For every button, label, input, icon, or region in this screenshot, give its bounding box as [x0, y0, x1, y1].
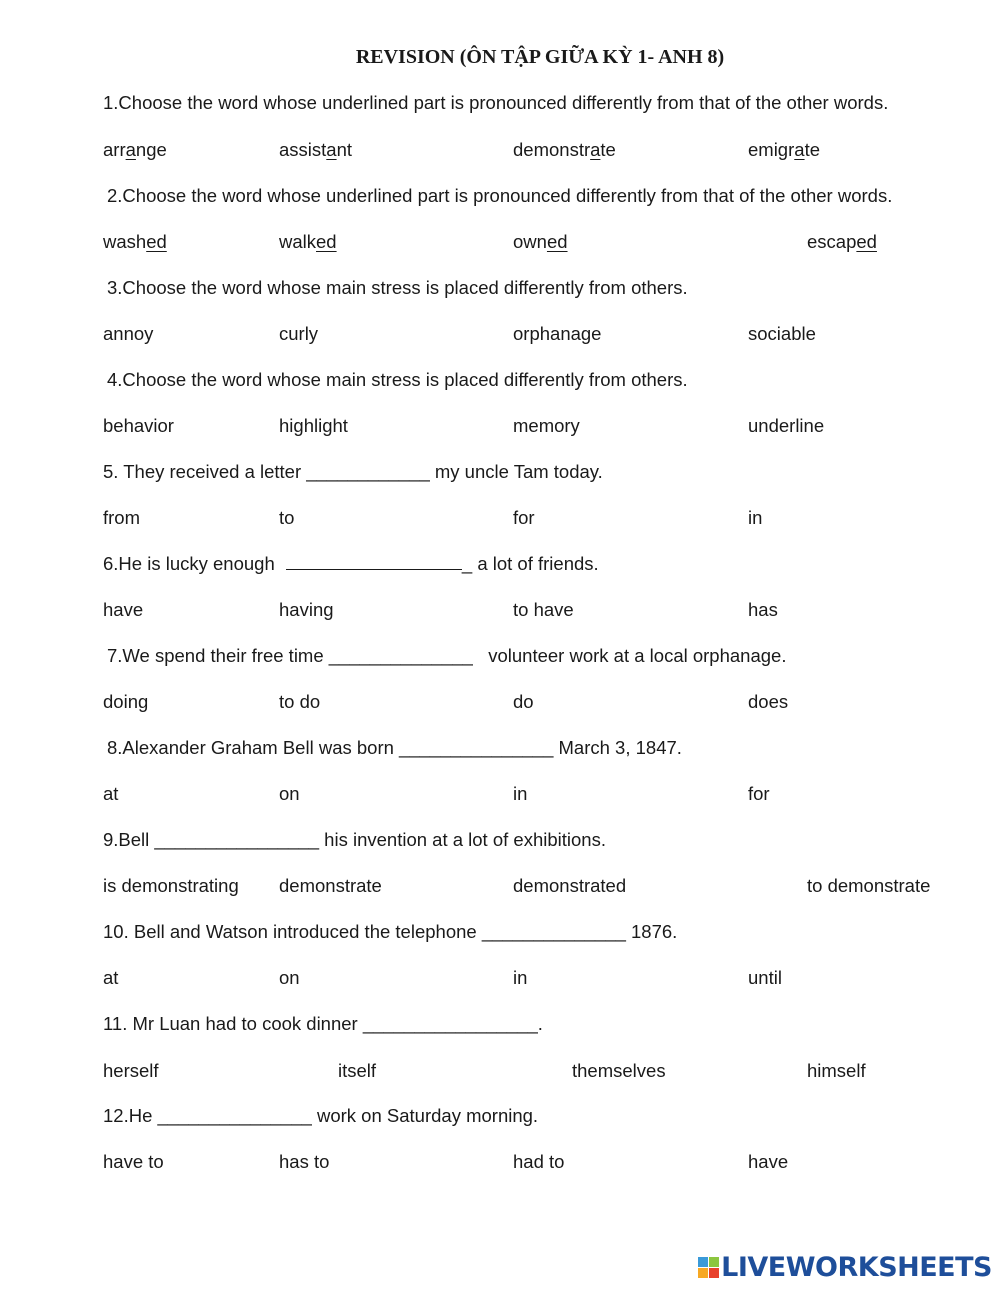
option-5d[interactable]: in: [748, 507, 763, 528]
option-1c[interactable]: demonstrate: [513, 139, 616, 160]
option-10b[interactable]: on: [279, 967, 300, 988]
option-9d[interactable]: to demonstrate: [807, 875, 931, 896]
option-7d[interactable]: does: [748, 691, 789, 712]
option-3d[interactable]: sociable: [748, 323, 816, 344]
question-11: 11. Mr Luan had to cook dinner _________________.: [103, 1013, 543, 1034]
option-4b[interactable]: highlight: [279, 415, 348, 436]
question-4: 4.Choose the word whose main stress is placed differently from others.: [107, 369, 688, 390]
option-2c[interactable]: owned: [513, 231, 568, 252]
option-5b[interactable]: to: [279, 507, 295, 528]
option-11b[interactable]: itself: [338, 1060, 377, 1081]
question-5: 5. They received a letter ____________ my uncle Tam today.: [103, 461, 603, 482]
option-12b[interactable]: has to: [279, 1151, 330, 1172]
option-4d[interactable]: underline: [748, 415, 825, 436]
option-12d[interactable]: have: [748, 1151, 789, 1172]
option-7b[interactable]: to do: [279, 691, 321, 712]
option-1a[interactable]: arrange: [103, 139, 167, 160]
option-6a[interactable]: have: [103, 599, 144, 620]
option-8a[interactable]: at: [103, 783, 119, 804]
answer-blank[interactable]: [286, 568, 462, 570]
option-2b[interactable]: walked: [279, 231, 337, 252]
logo-squares-icon: [698, 1257, 719, 1278]
option-7a[interactable]: doing: [103, 691, 149, 712]
option-8b[interactable]: on: [279, 783, 300, 804]
option-3b[interactable]: curly: [279, 323, 319, 344]
liveworksheets-logo[interactable]: [698, 1252, 992, 1283]
option-6c[interactable]: to have: [513, 599, 574, 620]
option-2d[interactable]: escaped: [807, 231, 877, 252]
question-1: 1.Choose the word whose underlined part is pronounced differently from that of the other words.: [103, 92, 889, 113]
option-4a[interactable]: behavior: [103, 415, 174, 436]
option-1b[interactable]: assistant: [279, 139, 353, 160]
option-11c[interactable]: themselves: [572, 1060, 666, 1081]
question-10: 10. Bell and Watson introduced the telephone ______________ 1876.: [103, 921, 678, 942]
option-3c[interactable]: orphanage: [513, 323, 602, 344]
option-6b[interactable]: having: [279, 599, 334, 620]
question-8: 8.Alexander Graham Bell was born _______________ March 3, 1847.: [107, 737, 682, 758]
option-4c[interactable]: memory: [513, 415, 580, 436]
question-3: 3.Choose the word whose main stress is placed differently from others.: [107, 277, 688, 298]
question-2: 2.Choose the word whose underlined part is pronounced differently from that of the other words.: [107, 185, 893, 206]
option-9a[interactable]: is demonstrating: [103, 875, 239, 896]
option-3a[interactable]: annoy: [103, 323, 154, 344]
option-9b[interactable]: demonstrate: [279, 875, 382, 896]
question-9: 9.Bell ________________ his invention at a lot of exhibitions.: [103, 829, 606, 850]
option-12a[interactable]: have to: [103, 1151, 164, 1172]
option-10d[interactable]: until: [748, 967, 782, 988]
option-9c[interactable]: demonstrated: [513, 875, 627, 896]
option-10a[interactable]: at: [103, 967, 119, 988]
option-8d[interactable]: for: [748, 783, 770, 804]
option-11a[interactable]: herself: [103, 1060, 159, 1081]
option-10c[interactable]: in: [513, 967, 528, 988]
option-6d[interactable]: has: [748, 599, 778, 620]
option-7c[interactable]: do: [513, 691, 534, 712]
option-5c[interactable]: for: [513, 507, 535, 528]
option-8c[interactable]: in: [513, 783, 528, 804]
option-1d[interactable]: emigrate: [748, 139, 820, 160]
option-11d[interactable]: himself: [807, 1060, 866, 1081]
page-title: REVISION (ÔN TẬP GIỮA KỲ 1- ANH 8): [355, 46, 725, 68]
option-12c[interactable]: had to: [513, 1151, 565, 1172]
option-5a[interactable]: from: [103, 507, 140, 528]
option-2a[interactable]: washed: [103, 231, 167, 252]
question-6: 6.He is lucky enough _ a lot of friends.: [103, 553, 599, 574]
question-12: 12.He _______________ work on Saturday morning.: [103, 1105, 539, 1126]
logo-text: LIVEWORKSHEETS: [721, 1252, 992, 1283]
question-7: 7.We spend their free time ______________ volunteer work at a local orphanage.: [107, 645, 787, 666]
